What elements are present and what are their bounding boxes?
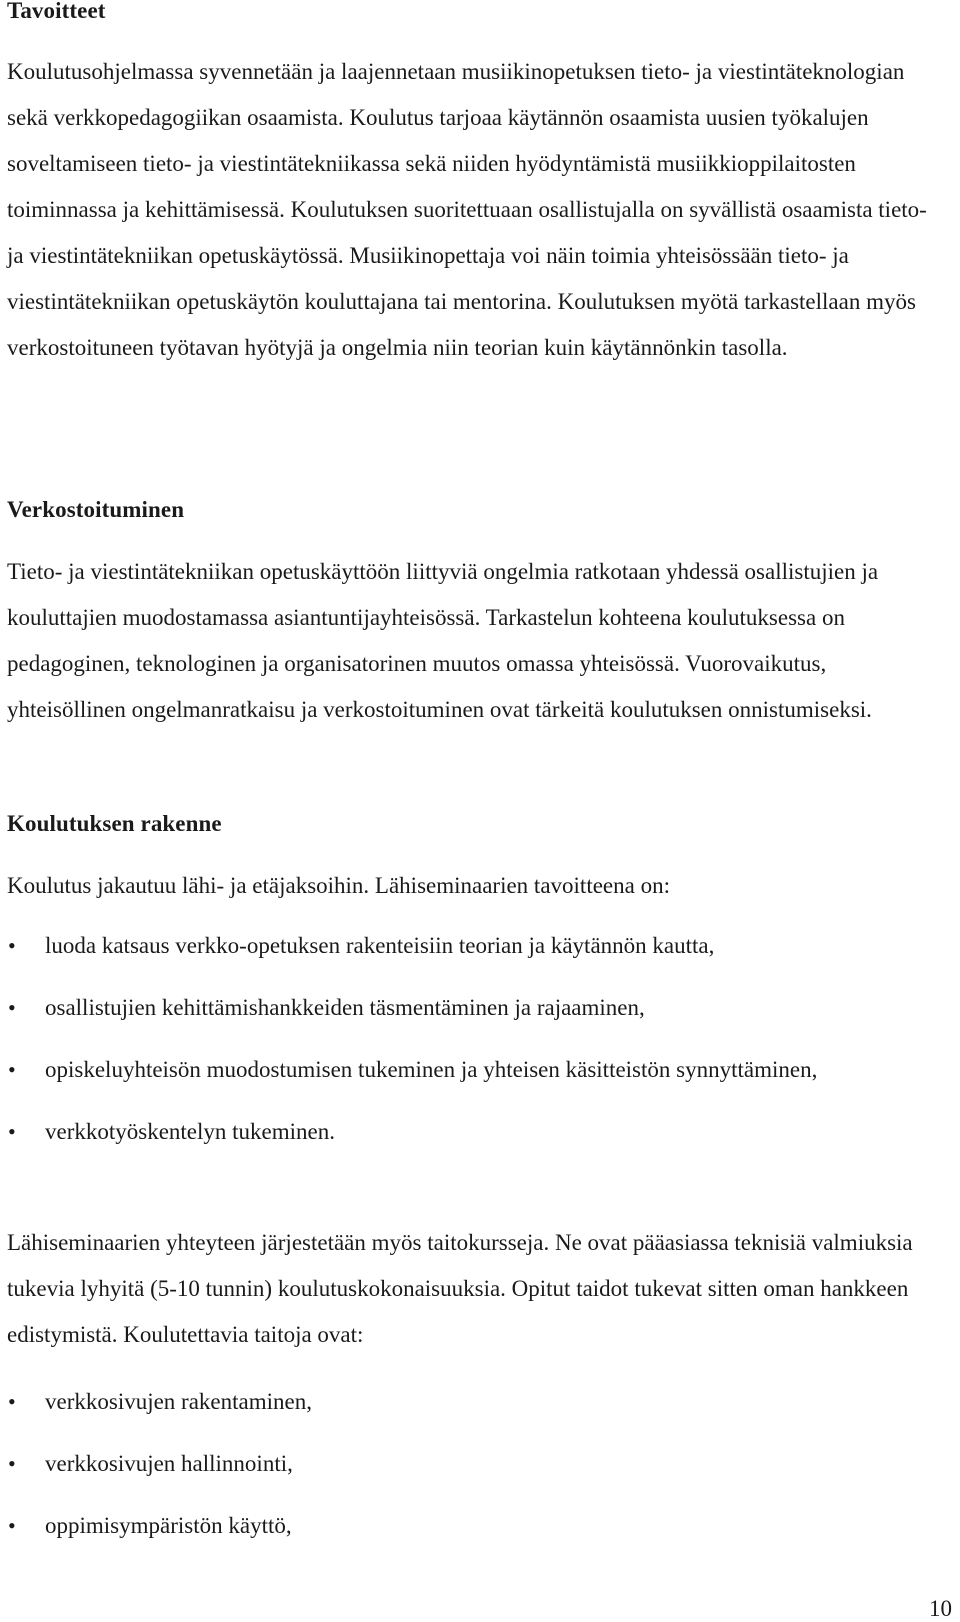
paragraph-rakenne-intro: Koulutus jakautuu lähi- ja etäjaksoihin. Lähiseminaarien tavoitteena on: — [7, 873, 670, 898]
page-number: 10 — [929, 1596, 952, 1621]
list-item-text: osallistujien kehittämishankkeiden täsmentäminen ja rajaaminen, — [45, 995, 645, 1020]
list-item — [7, 1441, 907, 1487]
list-item-text: luoda katsaus verkko-opetuksen rakenteisiin teorian ja käytännön kautta, — [45, 933, 715, 958]
bullet-icon: • — [8, 1119, 16, 1144]
list-item-text: verkkotyöskentelyn tukeminen. — [45, 1119, 335, 1144]
list-item — [7, 985, 907, 1031]
heading-verkostoituminen: Verkostoituminen — [7, 497, 185, 522]
list-item — [7, 1047, 907, 1093]
heading-koulutuksen-rakenne: Koulutuksen rakenne — [7, 811, 222, 836]
bullet-icon: • — [8, 1513, 16, 1538]
bullet-icon: • — [8, 933, 16, 958]
paragraph-lahiseminaarit: Lähiseminaarien yhteyteen järjestetään myös taitokursseja. Ne ovat pääasiassa teknisiä valmiuksia tukevia lyhyitä (5-10 tunnin) koulutuskokonaisuuksia. Opitut taidot tukevat sitten oman hankkeen edistymistä. Koulutettavia taitoja ovat: — [7, 1230, 913, 1347]
paragraph-verkostoituminen: Tieto- ja viestintätekniikan opetuskäyttöön liittyviä ongelmia ratkotaan yhdessä osallistujien ja kouluttajien muodostamassa asiantuntijayhteisössä. Tarkastelun kohteena koulutuksessa on pedagoginen, teknologinen ja organisatorinen muutos omassa yhteisössä. Vuorovaikutus, yhteisöllinen ongelmanratkaisu ja verkostoituminen ovat tärkeitä koulutuksen onnistumiseksi. — [7, 559, 879, 722]
bullet-icon: • — [8, 1057, 16, 1082]
list-item-text: verkkosivujen hallinnointi, — [45, 1451, 293, 1476]
list-item — [7, 1379, 907, 1425]
heading-tavoitteet: Tavoitteet — [7, 0, 106, 23]
bullet-icon: • — [8, 995, 16, 1020]
list-item — [7, 1503, 907, 1549]
list-item-text: verkkosivujen rakentaminen, — [45, 1389, 312, 1414]
list-item-text: oppimisympäristön käyttö, — [45, 1513, 292, 1538]
skills-list — [7, 1379, 907, 1565]
seminar-goals-list — [7, 923, 907, 1171]
list-item — [7, 1109, 907, 1155]
bullet-icon: • — [8, 1389, 16, 1414]
list-item-text: opiskeluyhteisön muodostumisen tukeminen ja yhteisen käsitteistön synnyttäminen, — [45, 1057, 818, 1082]
bullet-icon: • — [8, 1451, 16, 1476]
list-item — [7, 923, 907, 969]
paragraph-tavoitteet: Koulutusohjelmassa syvennetään ja laajennetaan musiikinopetuksen tieto- ja viestintäteknologian sekä verkkopedagogiikan osaamista. Koulutus tarjoaa käytännön osaamista uusien työkalujen soveltamiseen tieto- ja viestintätekniikassa sekä niiden hyödyntämistä musiikkioppilaitosten toiminnassa ja kehittämisessä. Koulutuksen suoritettuaan osallistujalla on syvällistä osaamista tieto- ja viestintätekniikan opetuskäytössä. Musiikinopettaja voi näin toimia yhteisössään tieto- ja viestintätekniikan opetuskäytön kouluttajana tai mentorina. Koulutuksen myötä tarkastellaan myös verkostoituneen työtavan hyötyjä ja ongelmia niin teorian kuin käytännönkin tasolla. — [7, 59, 927, 360]
